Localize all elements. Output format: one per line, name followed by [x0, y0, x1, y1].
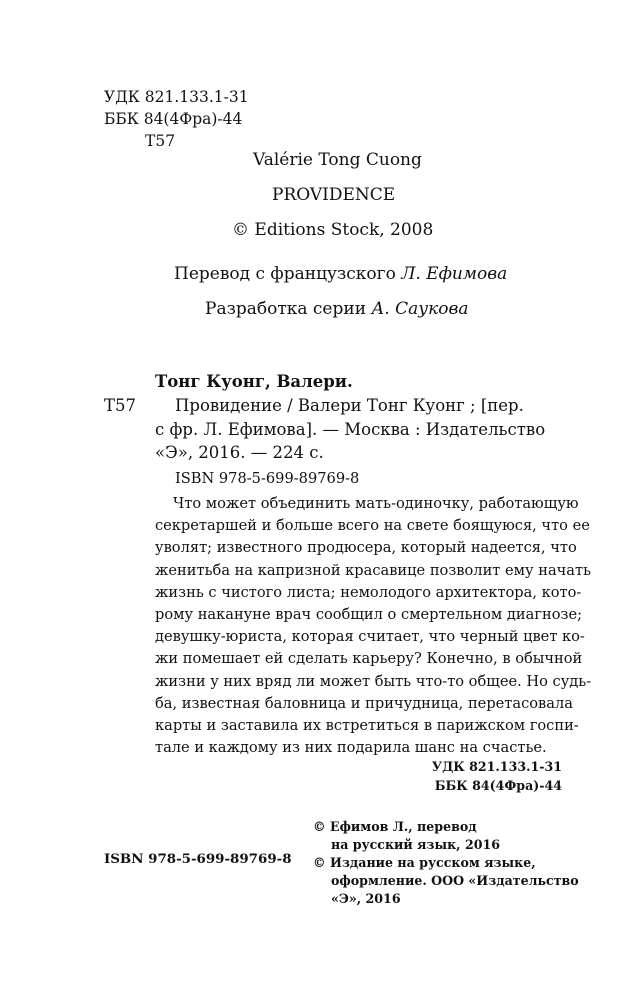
annotation-line: девушку-юриста, которая считает, что черный цвет ко- [155, 628, 585, 646]
udk-code: УДК 821.133.1-31 [104, 88, 249, 106]
translator-name: Л. Ефимова [401, 264, 508, 284]
copyright-line: © Издание на русском языке, [313, 855, 536, 870]
catalog-mark: Т57 [104, 396, 137, 415]
original-author: Valérie Tong Cuong [253, 150, 422, 170]
annotation-line: Что может объединить мать-одиночку, работающую [173, 495, 579, 512]
series-prefix: Разработка серии [205, 299, 372, 319]
catalog-isbn: ISBN 978-5-699-89769-8 [175, 470, 360, 487]
annotation-line: уволят; известного продюсера, который надеется, что [155, 539, 577, 557]
catalog-author-heading: Тонг Куонг, Валери. [155, 372, 353, 391]
annotation-line: рому накануне врач сообщил о смертельном диагнозе; [155, 606, 582, 624]
series-credit [205, 299, 469, 319]
annotation-line: карты и заставила их встретиться в парижском госпи- [155, 717, 579, 735]
bbk-code-bottom: ББК 84(4Фра)-44 [434, 778, 562, 793]
bbk-code: ББК 84(4Фра)-44 [104, 110, 243, 128]
catalog-line-1: Провидение / Валери Тонг Куонг ; [пер. [175, 396, 524, 415]
annotation-line: тале и каждому из них подарила шанс на счастье. [155, 739, 547, 757]
copyright-ru [313, 818, 579, 908]
catalog-line-2: с фр. Л. Ефимова]. — Москва : Издательство [155, 420, 546, 439]
copyright-line: на русский язык, 2016 [331, 837, 501, 852]
series-designer: А. Саукова [371, 299, 469, 319]
copyright-line: © Ефимов Л., перевод [313, 819, 477, 834]
annotation-line: жизнь с чистого листа; немолодого архитектора, кото- [155, 583, 582, 601]
annotation-line: секретаршей и больше всего на свете боящуюся, что ее [155, 517, 590, 535]
annotation-line: ба, известная баловница и причудница, перетасовала [155, 694, 573, 712]
translation-credit [174, 264, 507, 284]
annotation-line: жи помешает ей сделать карьеру? Конечно, в обычной [155, 650, 583, 668]
isbn-bottom: ISBN 978-5-699-89769-8 [104, 851, 292, 867]
annotation-line: женитьба на капризной красавице позволит ему начать [155, 561, 592, 579]
copyright-line: оформление. ООО «Издательство [331, 873, 579, 888]
original-copyright: © Editions Stock, 2008 [232, 220, 434, 240]
copyright-line: «Э», 2016 [331, 891, 401, 906]
udk-code-bottom: УДК 821.133.1-31 [431, 759, 562, 774]
translation-prefix: Перевод с французского [174, 264, 402, 284]
author-mark: Т57 [145, 132, 176, 150]
catalog-line-3: «Э», 2016. — 224 с. [155, 443, 324, 462]
annotation [155, 493, 591, 759]
annotation-line: жизни у них вряд ли может быть что-то общее. Но судь- [155, 672, 592, 690]
original-title: PROVIDENCE [272, 185, 396, 205]
